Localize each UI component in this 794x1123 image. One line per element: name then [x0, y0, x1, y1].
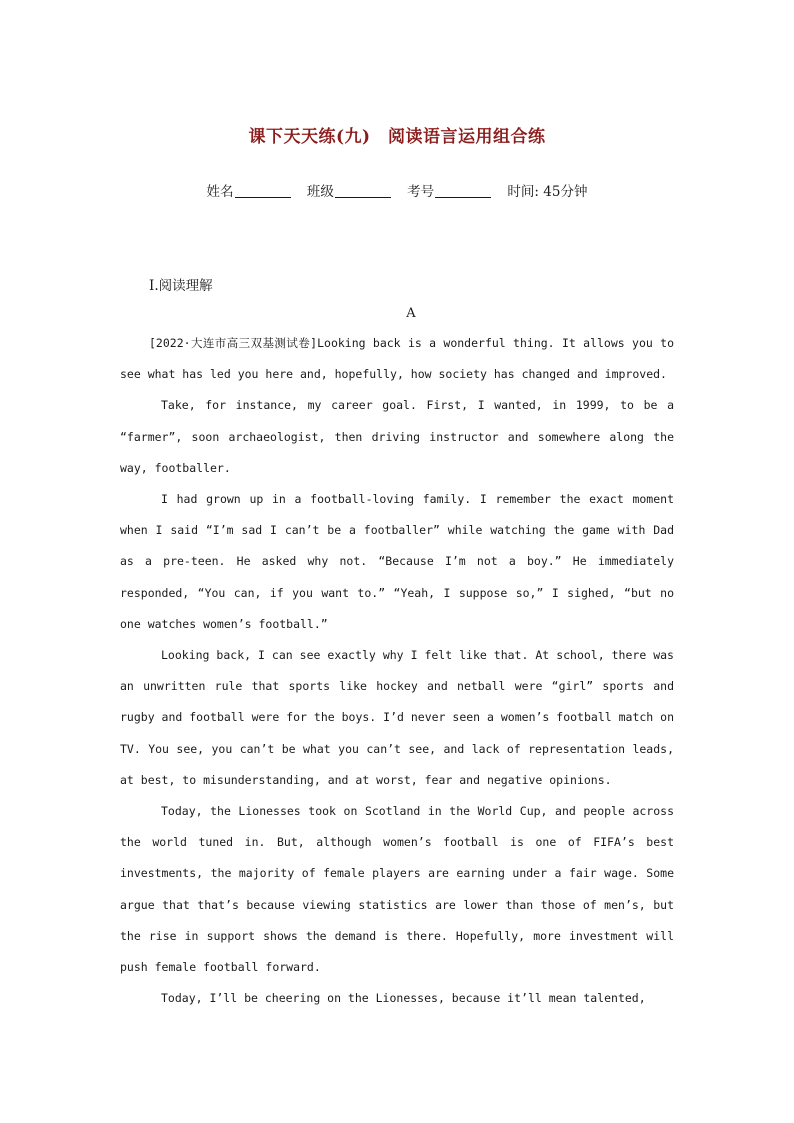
exam-number-label: 考号 — [407, 184, 435, 200]
passage-paragraph: Today, the Lionesses took on Scotland in the World Cup, and people across the world tuned in. But, although women’s football is one of FIFA’s best investments, the majority of female players are earning under a fair wage. Some argue that that’s because viewing statistics are lower than those of men’s, but the rise in support shows the demand is there. Hopefully, more investment will push female football forward. — [120, 804, 674, 975]
student-info-line — [0, 180, 794, 200]
class-blank — [335, 185, 391, 198]
name-label: 姓名 — [206, 184, 234, 200]
page-title: 课下天天练(九) 阅读语言运用组合练 — [248, 127, 546, 147]
class-label: 班级 — [306, 184, 334, 200]
section-heading: Ⅰ.阅读理解 — [149, 278, 213, 294]
passage-label: A — [406, 306, 416, 321]
reading-passage — [120, 328, 674, 1014]
time-label: 时间: 45分钟 — [507, 184, 588, 200]
passage-paragraph: Today, I’ll be cheering on the Lionesses, because it’ll mean talented, — [161, 991, 646, 1006]
passage-paragraph: [2022·大连市高三双基测试卷]Looking back is a wonderful thing. It allows you to see what has led you here and, hopefully, how society has changed and improved. — [120, 336, 674, 382]
passage-paragraph: Take, for instance, my career goal. First, I wanted, in 1999, to be a “farmer”, soon archaeologist, then driving instructor and somewhere along the way, footballer. — [120, 398, 674, 475]
exam-number-blank — [435, 185, 491, 198]
passage-paragraph: Looking back, I can see exactly why I felt like that. At school, there was an unwritten rule that sports like hockey and netball were “girl” sports and rugby and football were for the boys. I’d never seen a women’s football match on TV. You see, you can’t be what you can’t see, and lack of representation leads, at best, to misunderstanding, and at worst, fear and negative opinions. — [120, 648, 674, 787]
passage-paragraph: I had grown up in a football-loving family. I remember the exact moment when I said “I’m sad I can’t be a footballer” while watching the game with Dad as a pre-teen. He asked why not. “Because I’m not a boy.” He immediately responded, “You can, if you want to.” “Yeah, I suppose so,” I sighed, “but no one watches women’s football.” — [120, 492, 674, 631]
name-blank — [235, 185, 291, 198]
